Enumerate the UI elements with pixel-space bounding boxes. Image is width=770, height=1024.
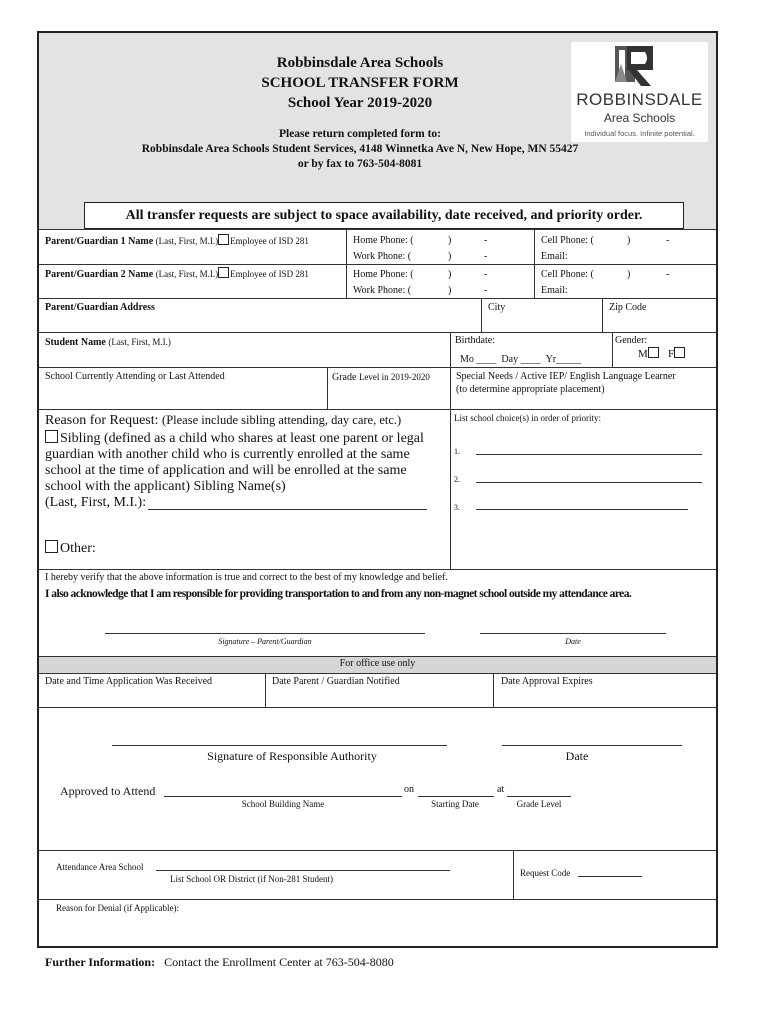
divider xyxy=(39,298,716,299)
divider xyxy=(534,229,535,299)
divider xyxy=(39,367,716,368)
parent-date-label: Date xyxy=(565,637,581,646)
grade-level-label: Grade Level xyxy=(516,799,562,809)
city-label[interactable]: City xyxy=(488,302,506,313)
divider xyxy=(39,409,716,410)
g2-cell-phone[interactable]: Cell Phone: ( ) - xyxy=(541,269,670,280)
at-label: at xyxy=(497,784,505,795)
choice-2-line[interactable] xyxy=(476,482,702,483)
footer-label: Further Information: xyxy=(45,955,156,969)
divider xyxy=(481,298,482,332)
district-logo xyxy=(571,42,708,142)
transport-statement: I also acknowledge that I am responsible for providing transportation to and from any non-magnet school outside my attendance area. xyxy=(45,588,632,600)
address-label[interactable]: Parent/Guardian Address xyxy=(45,302,155,313)
g1-email[interactable]: Email: xyxy=(541,251,568,262)
on-label: on xyxy=(404,784,414,795)
gender-f-checkbox[interactable] xyxy=(674,347,685,358)
divider xyxy=(612,332,613,367)
divider xyxy=(39,264,716,265)
office-use-header: For office use only xyxy=(39,656,716,673)
g2-home-phone[interactable]: Home Phone: ( ) - xyxy=(353,269,488,280)
choice-2-number: 2. xyxy=(454,475,460,484)
divider xyxy=(39,850,716,851)
other-option: Other: xyxy=(45,540,96,557)
g1-home-phone[interactable]: Home Phone: ( ) - xyxy=(353,235,488,246)
gender-label: Gender: xyxy=(615,335,648,346)
sibling-text: Sibling (defined as a child who shares at least one parent or legal guardian with another child who is currently enrolled at the same school at the time of application and will be enrolled at the same school with the applicant) Sibling Name(s) (Last, First, M.I.): xyxy=(45,431,424,510)
authority-signature-line[interactable] xyxy=(112,745,447,746)
authority-signature-label: Signature of Responsible Authority xyxy=(207,749,377,763)
denial-label: Reason for Denial (if Applicable): xyxy=(56,903,179,913)
other-checkbox[interactable] xyxy=(45,540,58,553)
logo-sub: Area Schools xyxy=(603,111,676,125)
priority-banner: All transfer requests are subject to space availability, date received, and priority order. xyxy=(84,202,684,229)
g2-email[interactable]: Email: xyxy=(541,285,568,296)
divider xyxy=(39,899,716,900)
verify-statement: I hereby verify that the above information is true and correct to the best of my knowledge and belief. xyxy=(45,572,448,583)
parent-signature-label: Signature – Parent/Guardian xyxy=(218,637,312,646)
parent-signature-line[interactable] xyxy=(105,633,425,634)
building-line[interactable] xyxy=(164,796,402,797)
sibling-name-line[interactable] xyxy=(148,509,427,510)
g1-cell-phone[interactable]: Cell Phone: ( ) - xyxy=(541,235,670,246)
address-line: Robbinsdale Area Schools Student Services, 4148 Winnetka Ave N, New Hope, MN 55427 xyxy=(141,143,579,155)
divider xyxy=(327,367,328,409)
fax-line: or by fax to 763-504-8081 xyxy=(297,158,423,170)
divider xyxy=(39,656,716,657)
reason-heading: Reason for Request: (Please include sibling attending, day care, etc.) xyxy=(45,413,402,428)
return-line: Please return completed form to: xyxy=(278,128,441,140)
divider xyxy=(39,229,716,230)
gender-m-checkbox[interactable] xyxy=(648,347,659,358)
grade-label[interactable]: Grade Level in 2019-2020 xyxy=(332,372,430,383)
building-label: School Building Name xyxy=(241,799,325,809)
divider xyxy=(39,673,716,674)
guardian1-label: Parent/Guardian 1 Name (Last, First, M.I.) Employee of ISD 281 xyxy=(45,236,309,247)
divider xyxy=(513,850,514,899)
birthdate-fields[interactable]: Mo ____ Day ____ Yr_____ xyxy=(460,354,582,365)
birthdate-label: Birthdate: xyxy=(455,335,495,346)
sibling-checkbox[interactable] xyxy=(45,430,58,443)
form-title: SCHOOL TRANSFER FORM xyxy=(261,75,459,91)
choice-1-line[interactable] xyxy=(476,454,702,455)
return-info xyxy=(90,127,630,172)
header-titles xyxy=(180,53,540,113)
footer-text: Contact the Enrollment Center at 763-504-8080 xyxy=(164,955,394,969)
received-label: Date and Time Application Was Received xyxy=(45,676,213,687)
divider xyxy=(39,707,716,708)
school-year: School Year 2019-2020 xyxy=(287,95,433,111)
choice-3-line[interactable] xyxy=(476,509,688,510)
special-needs-hint: (to determine appropriate placement) xyxy=(456,384,605,395)
divider xyxy=(493,673,494,707)
expires-label: Date Approval Expires xyxy=(501,676,593,687)
student-name-label[interactable]: Student Name (Last, First, M.I.) xyxy=(45,337,171,348)
footer xyxy=(45,955,394,970)
request-code-line[interactable] xyxy=(578,876,642,877)
parent-date-line[interactable] xyxy=(480,633,666,634)
divider xyxy=(602,298,603,332)
list-school-label: List School OR District (if Non-281 Student) xyxy=(170,874,333,884)
guardian2-label: Parent/Guardian 2 Name (Last, First, M.I.) Employee of ISD 281 xyxy=(45,269,309,280)
authority-date-label: Date xyxy=(565,749,589,763)
approved-label: Approved to Attend xyxy=(60,784,156,798)
choice-1-number: 1. xyxy=(454,447,460,456)
grade-line[interactable] xyxy=(507,796,571,797)
choices-label: List school choice(s) in order of priority: xyxy=(454,413,601,423)
authority-date-line[interactable] xyxy=(502,745,682,746)
request-code-label: Request Code xyxy=(520,868,571,878)
notified-label: Date Parent / Guardian Notified xyxy=(272,676,400,687)
org-name: Robbinsdale Area Schools xyxy=(276,55,444,71)
employee1-checkbox[interactable] xyxy=(218,234,229,245)
gender-options: M F xyxy=(638,347,686,360)
logo-name: ROBBINSDALE xyxy=(576,90,703,109)
divider xyxy=(39,332,716,333)
employee2-checkbox[interactable] xyxy=(218,267,229,278)
g2-work-phone[interactable]: Work Phone: ( ) - xyxy=(353,285,488,296)
logo-tagline: Individual focus. Infinite potential. xyxy=(584,129,695,138)
divider xyxy=(39,569,716,570)
divider xyxy=(265,673,266,707)
choice-3-number: 3. xyxy=(454,503,460,512)
attendance-line[interactable] xyxy=(156,870,450,871)
divider xyxy=(450,332,451,569)
special-needs-label: Special Needs / Active IEP/ English Language Learner xyxy=(456,371,676,382)
starting-label: Starting Date xyxy=(431,799,479,809)
attendance-label: Attendance Area School xyxy=(56,862,144,872)
divider xyxy=(346,229,347,299)
school-attending-label[interactable]: School Currently Attending or Last Attended xyxy=(45,371,225,382)
g1-work-phone[interactable]: Work Phone: ( ) - xyxy=(353,251,488,262)
zip-label[interactable]: Zip Code xyxy=(609,302,647,313)
start-date-line[interactable] xyxy=(418,796,494,797)
